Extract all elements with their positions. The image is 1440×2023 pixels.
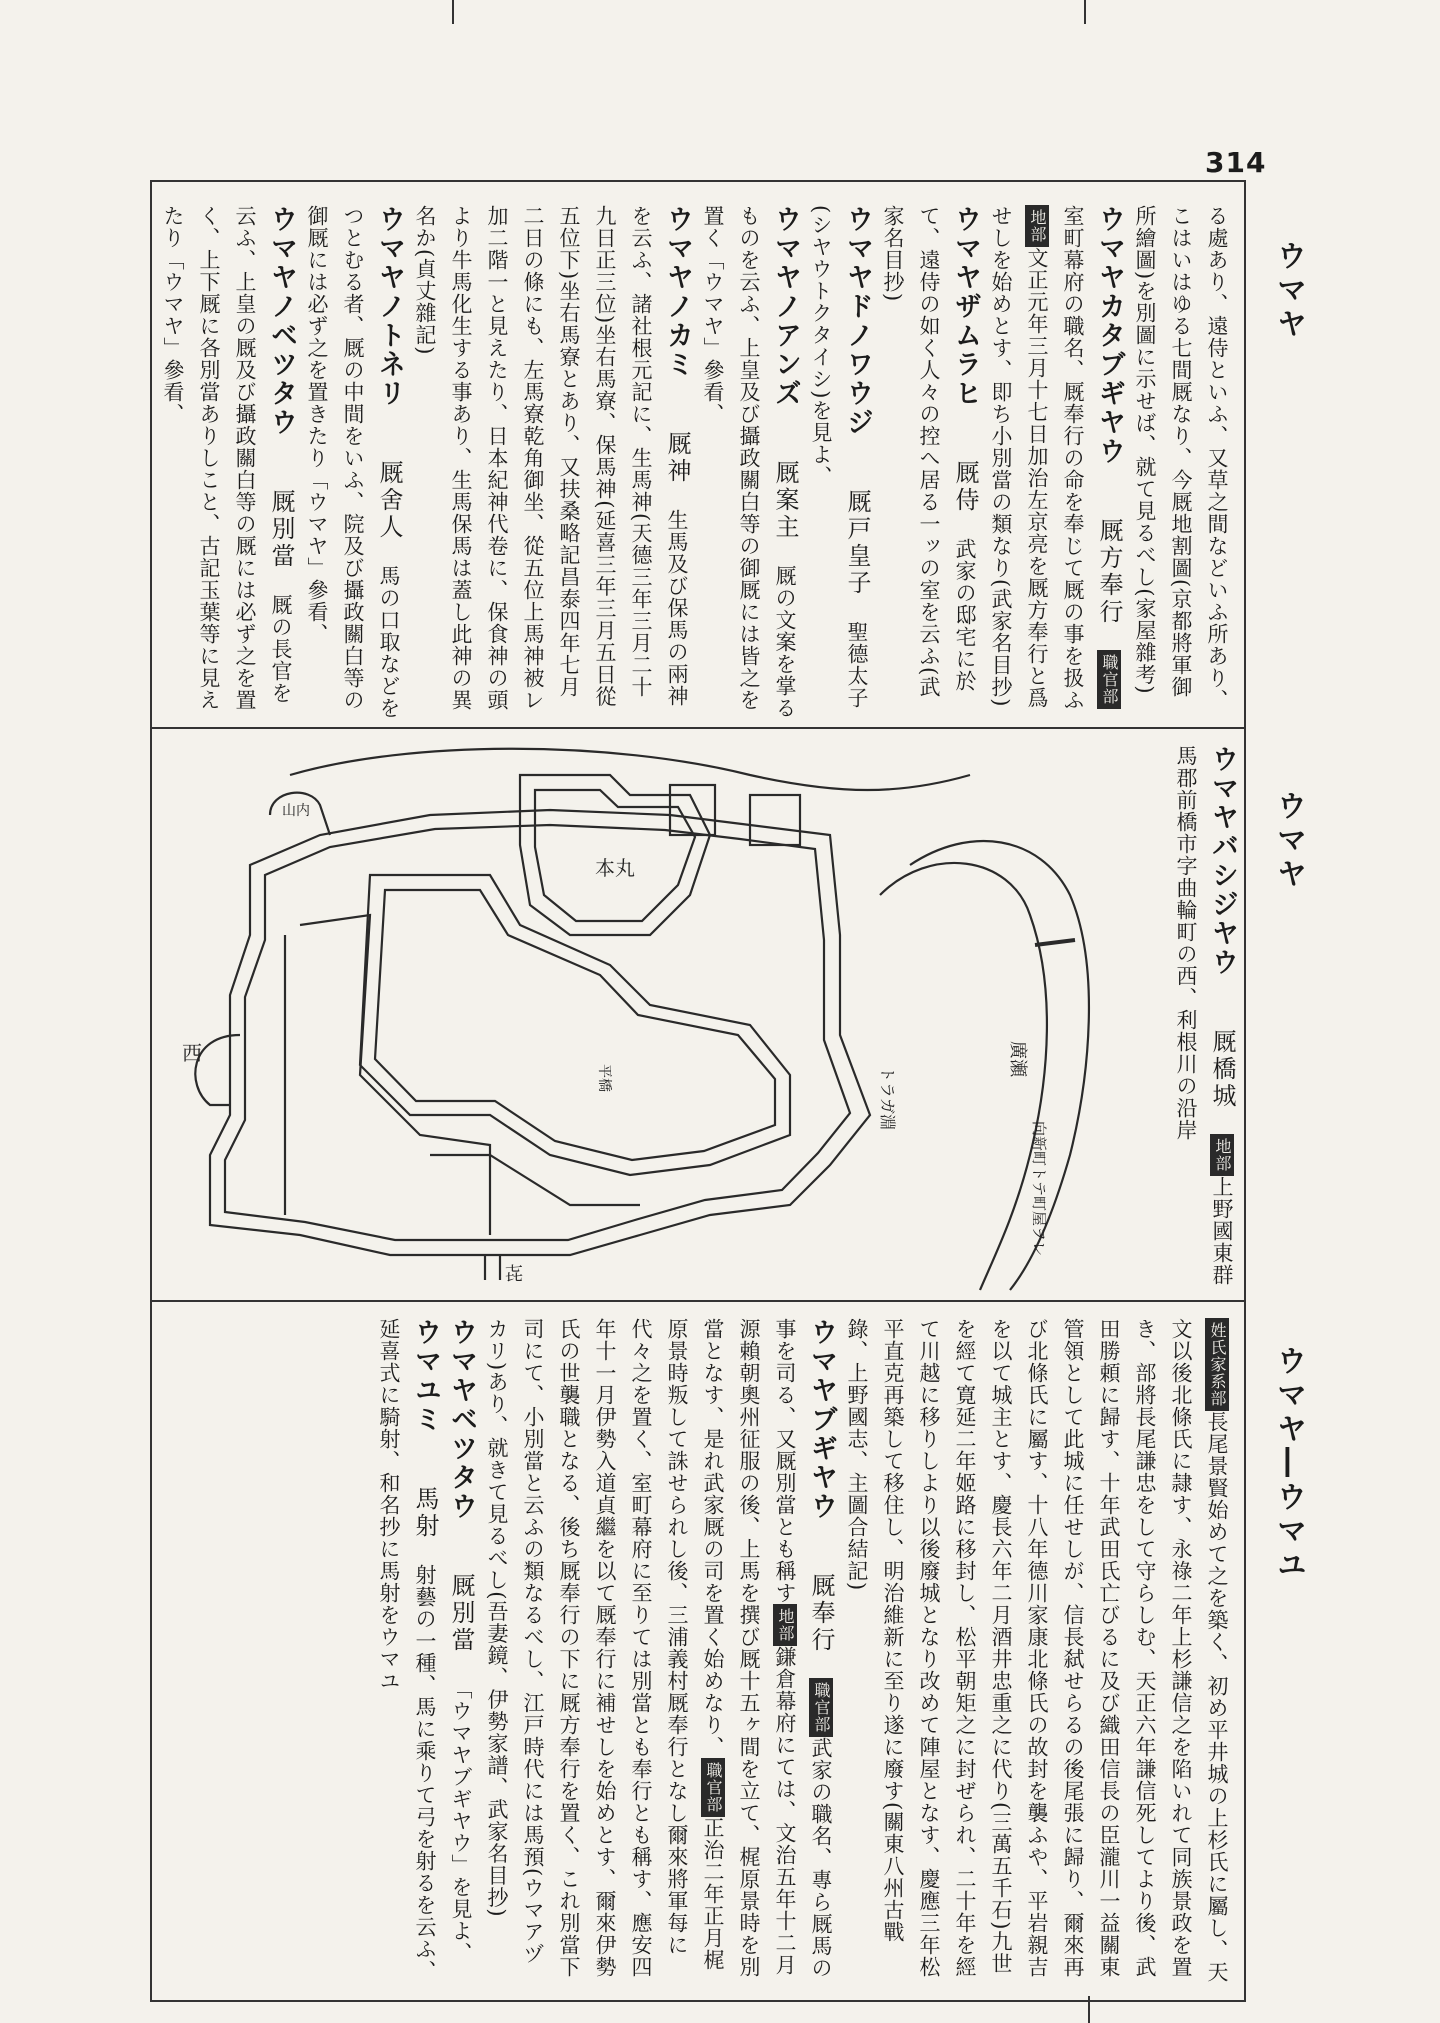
entry-umayanobettou bbox=[155, 205, 299, 720]
continuation-text: る處あり、遠侍といふ、又草之間などいふ所あり、こはいはゆる七間厩なり、今厩地割圖(京都將軍御所繪圖)を別圖に示せば、就て見るべし(家屋雜考) bbox=[1133, 205, 1229, 711]
headword: ウマヤザムラヒ bbox=[950, 205, 981, 408]
category-tag: 地部 bbox=[1210, 1134, 1234, 1176]
entry-umayanotoneri bbox=[299, 205, 407, 720]
middle-section bbox=[1130, 745, 1240, 1290]
headword-kanji: 厩奉行 bbox=[807, 1573, 835, 1654]
headword-kanji: 厩舍人 bbox=[375, 460, 403, 541]
map-label-town: 向新町トテ町屋ヲレ bbox=[1030, 1121, 1048, 1257]
headword: ウマユミ bbox=[410, 1318, 441, 1434]
entry-umayabashijou bbox=[1168, 745, 1240, 1290]
headword-kanji: 厩別當 bbox=[267, 489, 295, 570]
entry-body: 厩の文案を掌るものを云ふ、上皇及び攝政關白等の御厩には皆之を置く「ウマヤ」參看、 bbox=[701, 205, 797, 719]
northeast-bastion bbox=[750, 795, 800, 845]
headword: ウマヤノベツタウ bbox=[266, 205, 297, 437]
headword: ウマヤノアンズ bbox=[770, 205, 801, 408]
entry-umayadonowouji bbox=[803, 205, 875, 720]
river-west-bank bbox=[910, 841, 1089, 1290]
entry-umayanokami bbox=[407, 205, 695, 720]
entry-body: 長尾景賢始めて之を築く、初め平井城の上杉氏に屬し、天文以後北條氏に隷す、永祿二年上杉謙信之を陷いれて同族景政を置き、部將長尾謙忠をして守らしむ、天正六年謙信死してより後、武田勝頼に歸す、十年武田氏亡びるに及び織田信長の臣瀧川一益關東管領として此城に任せしが、信長弑せらるの後尾張に歸り、爾來再び北條氏に屬す、十八年德川家康北條氏の故封を襲ふや、平岩親吉を以て城主とす、慶長六年二月酒井忠重之に代り(三萬五千石)九世を經て寛延二年姬路に移封し、松平朝矩之に封ぜられ、二十年を經て川越に移りしより以後廢城となり改めて陣屋となす、慶應三年松平直克再築して移住し、明治維新に至り遂に廢す(關東八州古戰錄、上野國志、主圖合結記) bbox=[845, 1318, 1229, 1983]
map-label-west: 西 bbox=[182, 1041, 202, 1065]
map-label-hirai: 平橋 bbox=[596, 1064, 612, 1092]
entry-note: 聖德太子 bbox=[845, 621, 869, 709]
river-bridge bbox=[1035, 940, 1075, 945]
entry-body: 室町幕府の職名、厩奉行の命を奉じて厩の事を扱ふ bbox=[1061, 205, 1085, 711]
entry-body: 厩の長官を云ふ、上皇の厩及び攝政關白等の厩には必ず之を置く、上下厩に各別當ありしこと、古記玉葉等に見えたり「ウマヤ」參看、 bbox=[161, 205, 293, 711]
top-section bbox=[160, 205, 1235, 720]
headword-kanji: 厩方奉行 bbox=[1095, 518, 1123, 626]
entry-umayazamurahi bbox=[875, 205, 983, 720]
entry-body: 鎌倉幕府にては、文治五年十二月源賴朝奧州征服の後、上馬を撰び厩十五ヶ間を立て、梶原景時を別當となす、是れ武家厩の司を置く始めなり、 bbox=[701, 1318, 797, 1978]
entry-body: 馬の口取などをつとむる者、厩の中間をいふ、院及び攝政關白等の御厩には必ず之を置きたり「ウマヤ」參看、 bbox=[305, 205, 401, 719]
headword-kanji: 厩神 bbox=[663, 431, 691, 485]
south-gate bbox=[485, 1255, 500, 1280]
entry-umayabashijou-continued bbox=[839, 1318, 1235, 1986]
headword-kanji: 馬射 bbox=[411, 1486, 439, 1540]
headword-kanji: 厩侍 bbox=[951, 460, 979, 514]
category-tag: 姓氏家系部 bbox=[1205, 1318, 1229, 1411]
page-number: 314 bbox=[1205, 146, 1267, 179]
running-head-top: ウマヤ bbox=[1271, 240, 1306, 342]
headword-kanji: 厩橋城 bbox=[1208, 1029, 1236, 1110]
entry-umayabettou bbox=[443, 1318, 479, 1986]
headword: ウマヤバシジヤウ bbox=[1207, 745, 1238, 977]
map-label-tora: トラガ淵 bbox=[878, 1066, 897, 1131]
headword-kanji: 厩戸皇子 bbox=[843, 489, 871, 597]
headword: ウマヤノカミ bbox=[662, 205, 693, 379]
headword-kanji: 厩案主 bbox=[771, 460, 799, 541]
ninomaru-inner-wall bbox=[375, 890, 775, 1160]
west-gate-curve bbox=[195, 1035, 240, 1105]
bottom-section bbox=[160, 1318, 1235, 1986]
west-enclosure-wall bbox=[300, 915, 490, 1235]
entry-body: 生馬及び保馬の兩神を云ふ、諸社根元記に、生馬神(天德三年三月二十九日正三位)坐右馬寮、保馬神(延喜三年三月五日從五位下)坐右馬寮とあり、又扶桑略記昌泰四年七月二日の條にも、左馬寮乾角御坐、從五位上馬神被レ加二階一と見えたり、日本紀神代卷に、保食神の頭より牛馬化生する事あり、生馬保馬は蓋し此神の異名か(貞丈雜記) bbox=[413, 205, 689, 711]
category-tag: 地部 bbox=[1025, 205, 1049, 247]
entry-umayanoanzu bbox=[695, 205, 803, 720]
divider-top bbox=[150, 727, 1244, 729]
entry-umayabugyou bbox=[479, 1318, 839, 1986]
entry-body: (シヤウトクタイシ)を見よ、 bbox=[809, 205, 833, 488]
map-label-south: 㐂 bbox=[505, 1264, 523, 1285]
entry-body: 文正元年三月十七日加治左京亮を厩方奉行と爲せしを始めとす、即ち小別當の類なり(武家名目抄) bbox=[989, 205, 1049, 709]
bottom-page-mark bbox=[1088, 1996, 1090, 2023]
map-label-yamauchi: 山内 bbox=[282, 803, 310, 819]
entry-body: 「ウマヤブギヤウ」を見よ、 bbox=[449, 1678, 473, 1964]
category-tag: 職官部 bbox=[1097, 650, 1121, 709]
divider-bottom bbox=[150, 1300, 1244, 1302]
entry-umayumi bbox=[371, 1318, 443, 1986]
entry-body: 上野國東群馬郡前橋市字曲輪町の西、利根川の沿岸 bbox=[1174, 745, 1234, 1286]
map-label-honmaru: 本丸 bbox=[595, 856, 635, 880]
headword: ウマヤベツタウ bbox=[446, 1318, 477, 1521]
headword: ウマヤノトネリ bbox=[374, 205, 405, 408]
entry-umayakatabugyou bbox=[983, 205, 1127, 720]
castle-map bbox=[182, 735, 1120, 1290]
entry-body: 射藝の一種、馬に乘りて弓を射るを云ふ、延喜式に騎射、和名抄に馬射をウマユ bbox=[377, 1318, 437, 1982]
top-page-edge bbox=[0, 0, 1440, 24]
north-bank-line bbox=[290, 749, 970, 790]
entry-body: 正治二年正月梶原景時叛して誅せられし後、三浦義村厩奉行となし爾來將軍每に代々之を置く、室町幕府に至りては別當とも奉行とも稱す、應安四年十一月伊勢入道貞繼を以て厩奉行に補せしを始めとす、爾來伊勢氏の世襲職となる、後ち厩奉行の下に厩方奉行を置く、これ別當下司にて、小別當と云ふの類なるべし、江戸時代には馬預(ウマアヅカリ)あり、就きて見るべし(吾妻鏡、伊勢家譜、武家名目抄) bbox=[485, 1318, 725, 1978]
entry-body: 武家の邸宅に於て、遠侍の如く人々の控へ居る一ッの室を云ふ(武家名目抄) bbox=[881, 205, 977, 699]
running-head-middle: ウマヤ bbox=[1271, 790, 1306, 892]
category-tag: 職官部 bbox=[701, 1758, 725, 1817]
south-inner-wall bbox=[430, 1155, 640, 1205]
headword: ウマヤカタブギヤウ bbox=[1094, 205, 1125, 466]
north-bastion bbox=[670, 785, 715, 835]
headword: ウマヤブギヤウ bbox=[806, 1318, 837, 1521]
category-tag: 職官部 bbox=[809, 1678, 833, 1737]
headword: ウマヤドノワウジ bbox=[842, 205, 873, 437]
map-label-river: 廣瀬 bbox=[1007, 1041, 1028, 1077]
headword-kanji: 厩別當 bbox=[447, 1573, 475, 1654]
running-head-bottom: ウマヤ―ウマユ bbox=[1271, 1345, 1306, 1583]
honmaru-enclosure bbox=[520, 775, 710, 935]
category-tag: 地部 bbox=[773, 1604, 797, 1646]
entry-body: 武家の職名、專ら厩馬の事を司る、又厩別當とも稱す bbox=[773, 1318, 833, 1979]
